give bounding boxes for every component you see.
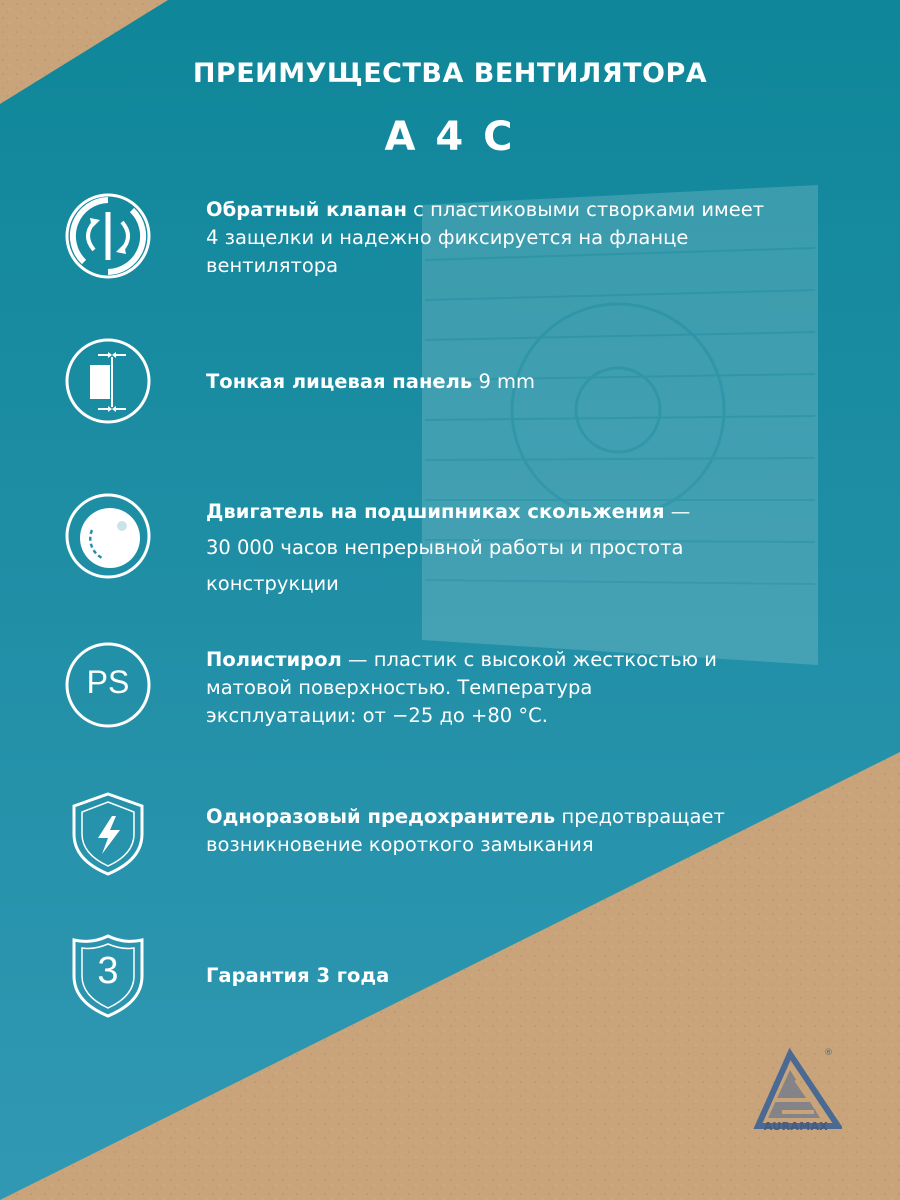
feature-desc: — пластик с высокой жесткостью и матовой поверхностью. Температура эксплуатации: от −25 до +80 °C. [206, 648, 717, 727]
feature-thin-panel [206, 368, 766, 396]
feature-warranty [206, 962, 766, 990]
model-name: А 4 С [384, 114, 516, 160]
feature-fuse [206, 803, 766, 859]
brand-name: AURAMAX [763, 1120, 829, 1133]
feature-bold: Тонкая лицевая панель [206, 370, 473, 393]
feature-desc: предотвращает возникновение короткого замыкания [206, 805, 725, 856]
ps-icon-label: PS [86, 664, 130, 700]
feature-desc: — 30 000 часов непрерывной работы и простота конструкции [206, 500, 691, 595]
feature-bold: Полистирол [206, 648, 342, 671]
feature-check-valve [206, 196, 766, 280]
bearing-icon [64, 492, 152, 580]
warranty-icon-label: 3 [97, 950, 119, 992]
fuse-shield-icon [64, 790, 152, 878]
feature-polystyrene [206, 646, 726, 730]
thin-panel-icon [64, 337, 152, 425]
feature-bold: Одноразовый предохранитель [206, 805, 556, 828]
feature-desc: с пластиковыми створками имеет 4 защелки и надежно фиксируется на фланце вентилятора [206, 198, 765, 277]
page-title: ПРЕИМУЩЕСТВА ВЕНТИЛЯТОРА [192, 58, 708, 89]
check-valve-icon [64, 192, 152, 280]
feature-bold: Обратный клапан [206, 198, 407, 221]
feature-desc: 9 mm [472, 370, 536, 393]
feature-bearing [206, 494, 706, 602]
feature-bold: Двигатель на подшипниках скольжения [206, 500, 665, 523]
feature-bold: Гарантия 3 года [206, 964, 390, 987]
registered-mark: ® [824, 1048, 833, 1058]
